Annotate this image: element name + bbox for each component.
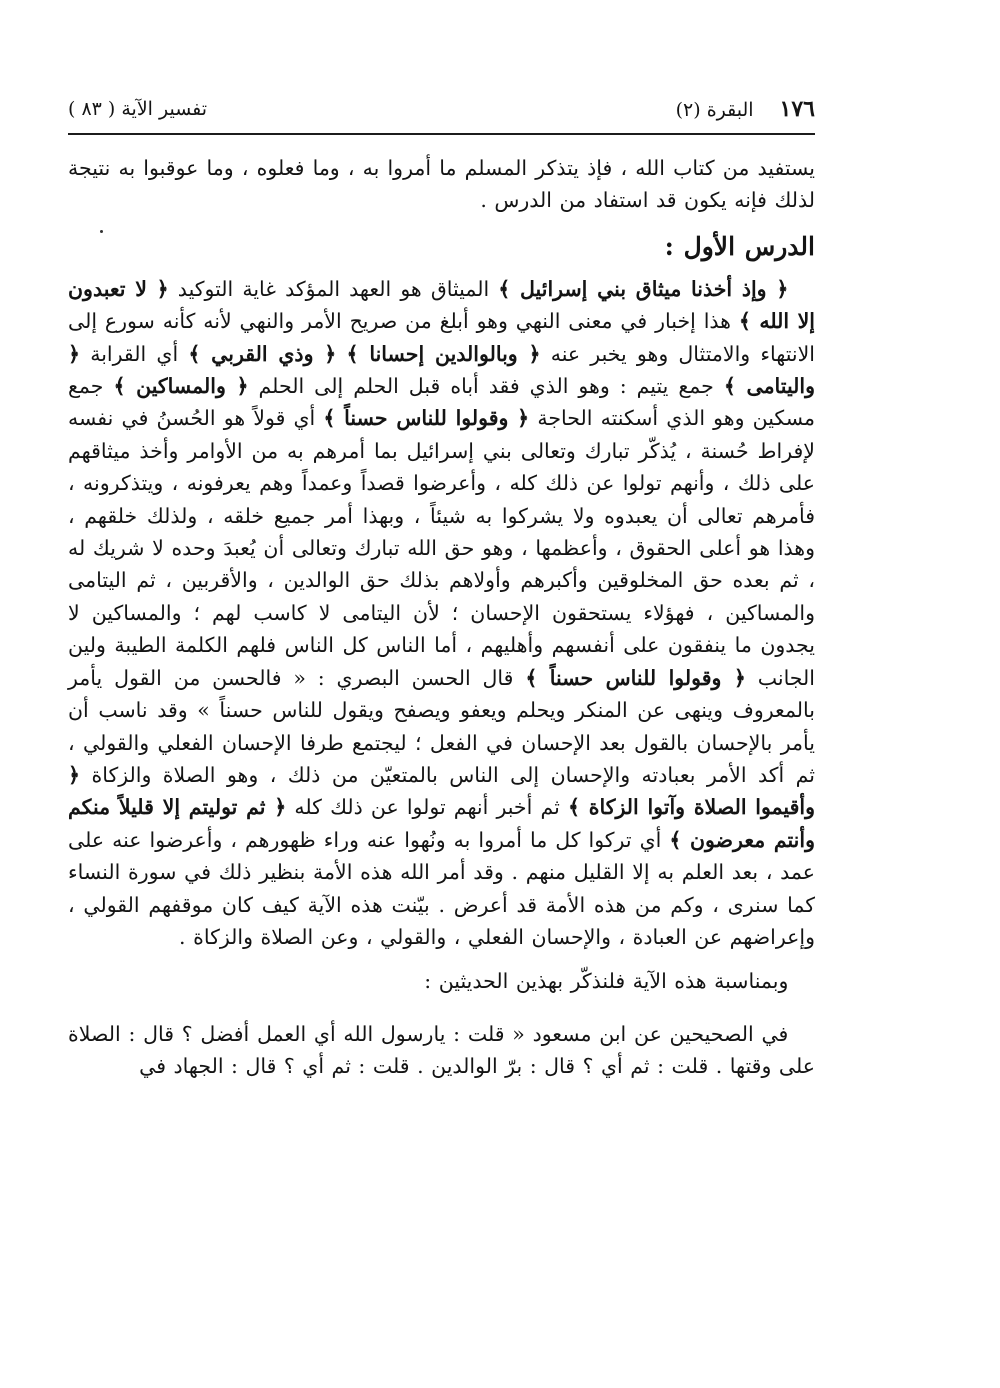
quran-quote: ﴿ وذي القربي ﴾ <box>188 341 337 366</box>
text-segment: أي القرابة <box>80 341 189 366</box>
text-segment: هذا إخبار في معنى النهي وهو أبلغ من صريح الأمر والنهي لأنه كأنه سورع إلى الانتهاء والامتثال وهو يخبر عنه <box>68 309 815 366</box>
lesson-heading: الدرس الأول : <box>664 231 815 261</box>
page-body <box>68 152 815 1083</box>
quran-quote: ﴿ والمساكين ﴾ <box>113 374 249 399</box>
intro-paragraph: يستفيد من كتاب الله ، فإذ يتذكر المسلم ما أمروا به ، وما فعلوه ، وما عوقبوا به نتيجة لذلك فإنه يكون قد استفاد من الدرس . <box>68 156 816 213</box>
hadith-paragraph: في الصحيحين عن ابن مسعود « قلت : يارسول الله أي العمل أفضل ؟ قال : الصلاة على وقتها . قلت : ثم أي ؟ قال : برّ الوالدين . قلت : ثم أي ؟ قال : الجهاد في <box>68 1021 815 1079</box>
quran-quote: ﴿ وإذ أخذنا ميثاق بني إسرائيل ﴾ <box>498 276 789 301</box>
text-segment: أي تركوا كل ما أمروا به ونُهوا عنه وراء ظهورهم ، وأعرضوا عنه على عمد ، بعد العلم به إلا القليل منهم . وقد أمر الله هذه الأمة بنظير ذلك في سورة النساء كما سنرى ، وكم من هذه الأمة قد أعرض . بيّنت هذه الآية كيف كان موقفهم القولي ، وإعراضهم عن العبادة ، والإحسان الفعلي ، والقولي ، وعن الصلاة والزكاة . <box>68 827 815 949</box>
quran-quote: ﴿ وقولوا للناس حسناً ﴾ <box>525 665 746 690</box>
header-right <box>676 96 815 122</box>
header-rule <box>68 133 815 135</box>
text-segment: جمع يتيم : وهو الذي فقد أباه قبل الحلم إلى الحلم <box>248 374 724 399</box>
text-segment: قال الحسن البصري : « فالحسن من القول يأمر بالمعروف وينهى عن المنكر ويحلم ويعفو ويصفح ويقول للناس حسناً » وقد ناسب أن يأمر بالإحسان بالقول بعد الإحسان في الفعل ؛ ليجتمع طرفا الإحسان الفعلي والقولي ، ثم أكد الأمر بعبادته والإحسان إلى الناس بالمتعيّن من ذلك ، وهو الصلاة والزكاة <box>68 665 815 787</box>
quran-quote: ﴿ وأقيموا الصلاة وآتوا الزكاة ﴾ <box>68 762 815 820</box>
quran-quote: ﴿ وبالوالدين إحسانا ﴾ <box>346 341 541 366</box>
surah-label: (٢) البقرة <box>675 99 754 121</box>
text-segment: ثم أخبر أنهم تولوا عن ذلك كله <box>286 795 568 820</box>
section-label: تفسير الآية ( ٨٣ ) <box>68 98 208 120</box>
quran-quote: ﴿ لا تعبدون إلا الله ﴾ <box>68 276 815 334</box>
page-number: ١٧٦ <box>779 96 815 122</box>
quran-quote: ﴿ ثم توليتم إلا قليلاً منكم وأنتم معرضون ﴾ <box>68 795 815 852</box>
main-paragraph <box>68 273 815 954</box>
text-segment: جمع مسكين وهو الذي أسكنته الحاجة <box>68 374 815 431</box>
occasion-paragraph: وبمناسبة هذه الآية فلنذكّر بهذين الحديثين : <box>424 969 789 994</box>
quran-quote: ﴿ وقولوا للناس حسناً ﴾ <box>323 406 530 431</box>
page-header <box>68 92 815 126</box>
text-segment: أي قولاً هو الحُسنُ في نفسه لإفراط حُسنة ، يُذكّر تبارك وتعالى بني إسرائيل بما أمرهم به من الأوامر وأخذ ميثاقهم على ذلك ، وأنهم تولوا عن ذلك كله ، وأعرضوا قصداً وعمداً وهم يعرفونه ، ويتذكرونه ، فأمرهم تعالى أن يعبدوه ولا يشركوا به شيئاً ، وبهذا أمر جميع خلقه ، ولذلك خلقهم ، وهذا هو أعلى الحقوق ، وأعظمها ، وهو حق الله تبارك وتعالى أن يُعبدَ وحده لا شريك له ، ثم بعده حق المخلوقين وأكبرهم وأولاهم بذلك حق الوالدين ، والأقربين ، ثم اليتامى والمساكين ، فهؤلاء يستحقون الإحسان ؛ لأن اليتامى لا كاسب لهم ؛ والمساكين لا يجدون ما ينفقون على أنفسهم وأهليهم ، أما الناس كل الناس فلهم الكلمة الطيبة ولين الجانب <box>68 406 815 690</box>
text-segment: الميثاق هو العهد المؤكد غاية التوكيد <box>168 276 499 301</box>
quran-quote: ﴿ واليتامى ﴾ <box>68 341 816 399</box>
text-segment <box>336 342 346 366</box>
